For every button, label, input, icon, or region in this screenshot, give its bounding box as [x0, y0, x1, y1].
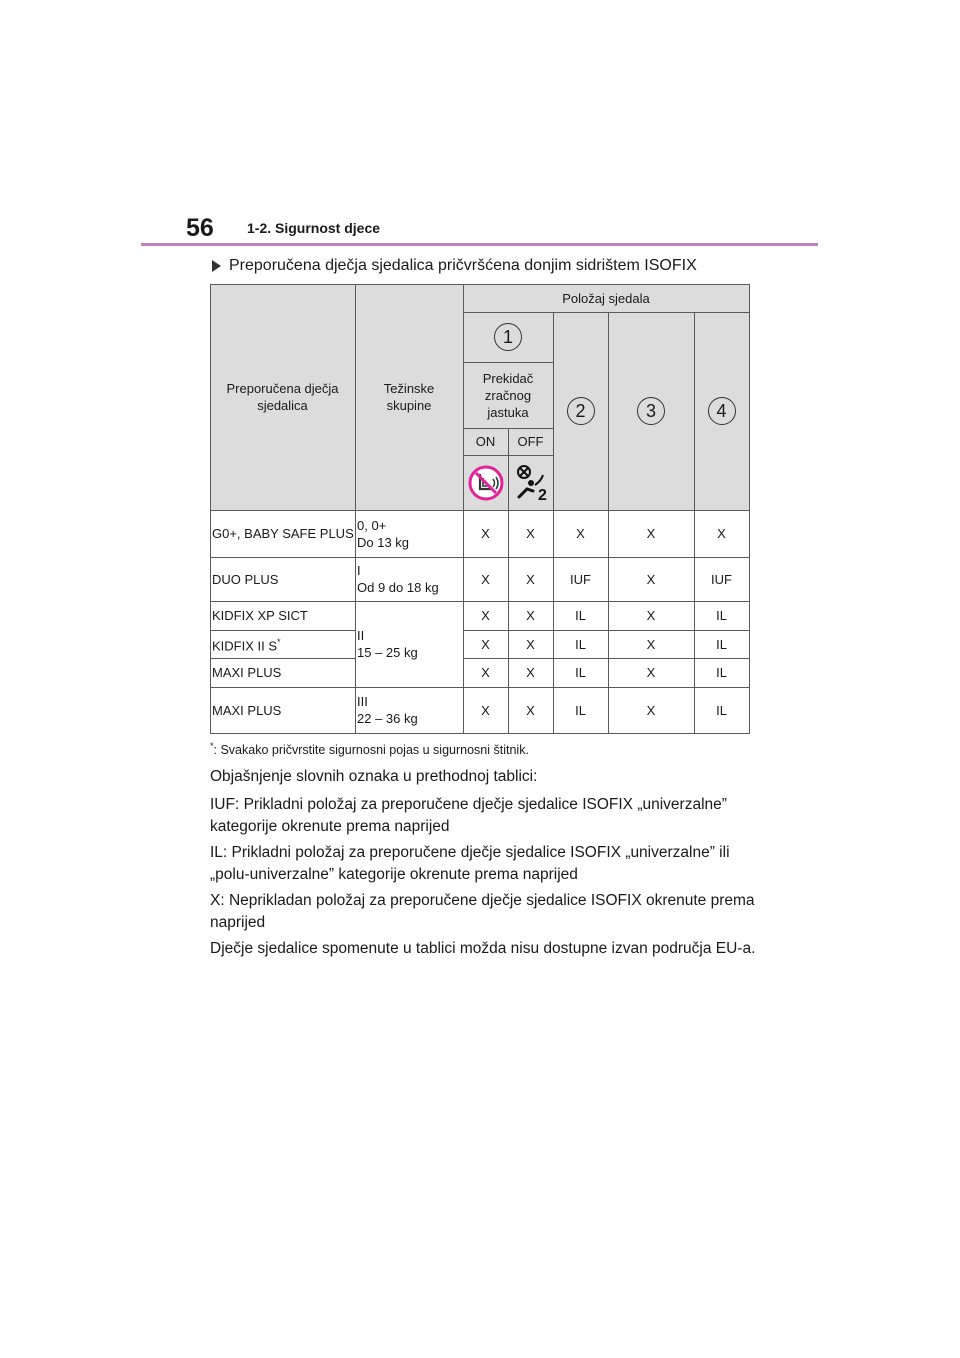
footnote-mark: * — [210, 741, 214, 751]
child-seat-prohibited-icon — [467, 464, 505, 502]
position-1-icon: 1 — [494, 323, 522, 351]
table-cell: X — [526, 608, 535, 623]
table-row-weight: I Od 9 do 18 kg — [357, 563, 439, 595]
paragraph-il: IL: Prikladni položaj za preporučene dječje sjedalice ISOFIX „univerzalne” ili „polu-univerzalne” kategorije okrenute prema naprijed — [210, 844, 730, 883]
table-cell: IL — [575, 636, 586, 652]
grid-line — [749, 284, 750, 734]
grid-line — [608, 312, 609, 733]
table-cell: IL — [716, 636, 727, 652]
table-cell: X — [526, 702, 535, 718]
table-cell: IUF — [570, 571, 591, 587]
position-4-icon: 4 — [708, 397, 736, 425]
table-cell: X — [646, 608, 656, 623]
table-cell: IL — [716, 665, 727, 680]
off-icon-digit: 2 — [537, 486, 547, 503]
table-cell: X — [481, 608, 490, 623]
table-cell: X — [481, 702, 490, 718]
table-cell: X — [481, 526, 490, 541]
table-row-weight: II 15 – 25 kg — [357, 628, 418, 660]
table-cell: X — [526, 571, 535, 587]
airbag-switch-header: Prekidač zračnog jastuka — [482, 370, 534, 420]
table-cell: IL — [716, 608, 727, 623]
table-cell: X — [481, 636, 490, 652]
grid-line — [463, 428, 553, 429]
grid-line — [463, 658, 750, 659]
position-2-icon: 2 — [567, 397, 595, 425]
grid-line — [463, 312, 750, 313]
table-cell: IUF — [711, 571, 732, 587]
grid-line — [210, 687, 750, 688]
table-row-seat: G0+, BABY SAFE PLUS — [212, 526, 354, 541]
table-row-weight: 0, 0+ Do 13 kg — [357, 517, 410, 550]
paragraph-intro: Objašnjenje slovnih oznaka u prethodnoj tablici: — [210, 768, 538, 785]
grid-line — [463, 284, 464, 733]
col-weight-header: Težinske skupine — [383, 381, 435, 413]
grid-line — [463, 362, 553, 363]
triangle-bullet-icon — [212, 260, 221, 272]
table-row-weight: III 22 – 36 kg — [357, 694, 418, 726]
table-row-seat: KIDFIX XP SICT — [212, 608, 308, 623]
grid-line — [210, 284, 750, 285]
table-cell: IL — [716, 702, 727, 718]
grid-line — [210, 658, 355, 659]
footnote-mark: * — [277, 636, 281, 647]
table-cell: X — [646, 636, 656, 652]
table-row-seat: KIDFIX II S* — [212, 636, 281, 654]
grid-line — [210, 557, 750, 558]
table-cell: X — [646, 665, 656, 680]
table-cell: IL — [575, 608, 586, 623]
table-row-seat: MAXI PLUS — [212, 665, 282, 680]
table-cell: X — [646, 526, 656, 541]
grid-line — [210, 601, 750, 602]
table-cell: X — [646, 571, 656, 587]
section-title: 1-2. Sigurnost djece — [247, 220, 381, 236]
on-header: ON — [475, 434, 496, 449]
table-cell: IL — [575, 665, 586, 680]
grid-line — [553, 312, 554, 733]
position-1-header — [463, 312, 553, 362]
airbag-off-icon — [511, 463, 551, 503]
grid-line — [210, 630, 355, 631]
paragraph-x: X: Neprikladan položaj za preporučene dječje sjedalice ISOFIX okrenute prema naprijed — [210, 892, 755, 931]
grid-line — [694, 312, 695, 733]
table-row-seat: DUO PLUS — [212, 571, 279, 587]
grid-line — [355, 284, 356, 733]
table-cell: X — [481, 665, 490, 680]
table-cell: X — [646, 702, 656, 718]
table-cell: X — [526, 636, 535, 652]
off-header: OFF — [517, 434, 544, 449]
table-cell: X — [717, 526, 726, 541]
page-number: 56 — [186, 214, 214, 242]
table-row-seat: MAXI PLUS — [212, 702, 282, 718]
table-cell: IL — [575, 702, 586, 718]
position-3-header — [608, 312, 694, 510]
table-cell: X — [526, 526, 535, 541]
col-seat-position-header: Položaj sjedala — [562, 290, 650, 306]
position-3-icon: 3 — [637, 397, 665, 425]
grid-line — [463, 455, 553, 456]
grid-line — [210, 284, 211, 733]
paragraph-eu: Dječje sjedalice spomenute u tablici možda nisu dostupne izvan područja EU-a. — [210, 940, 756, 957]
table-cell: X — [526, 665, 535, 680]
table-cell: X — [481, 571, 490, 587]
table-cell: X — [576, 526, 585, 541]
subheading — [212, 256, 697, 276]
airbag-on-icon-cell — [463, 455, 508, 510]
col-child-seat-header: Preporučena dječja sjedalica — [226, 381, 339, 413]
airbag-off-icon-cell — [508, 455, 553, 510]
grid-line — [463, 630, 750, 631]
position-2-header — [553, 312, 608, 510]
grid-line — [210, 733, 750, 734]
grid-line — [210, 510, 750, 511]
subheading-text: Preporučena dječja sjedalica pričvršćena donjim sidrištem ISOFIX — [229, 257, 697, 274]
header-divider — [141, 243, 818, 246]
position-4-header — [694, 312, 749, 510]
footnote: *: Svakako pričvrstite sigurnosni pojas u sigurnosni štitnik. — [210, 741, 529, 758]
paragraph-iuf: IUF: Prikladni položaj za preporučene dječje sjedalice ISOFIX „univerzalne” kategorije okrenute prema naprijed — [210, 796, 727, 835]
